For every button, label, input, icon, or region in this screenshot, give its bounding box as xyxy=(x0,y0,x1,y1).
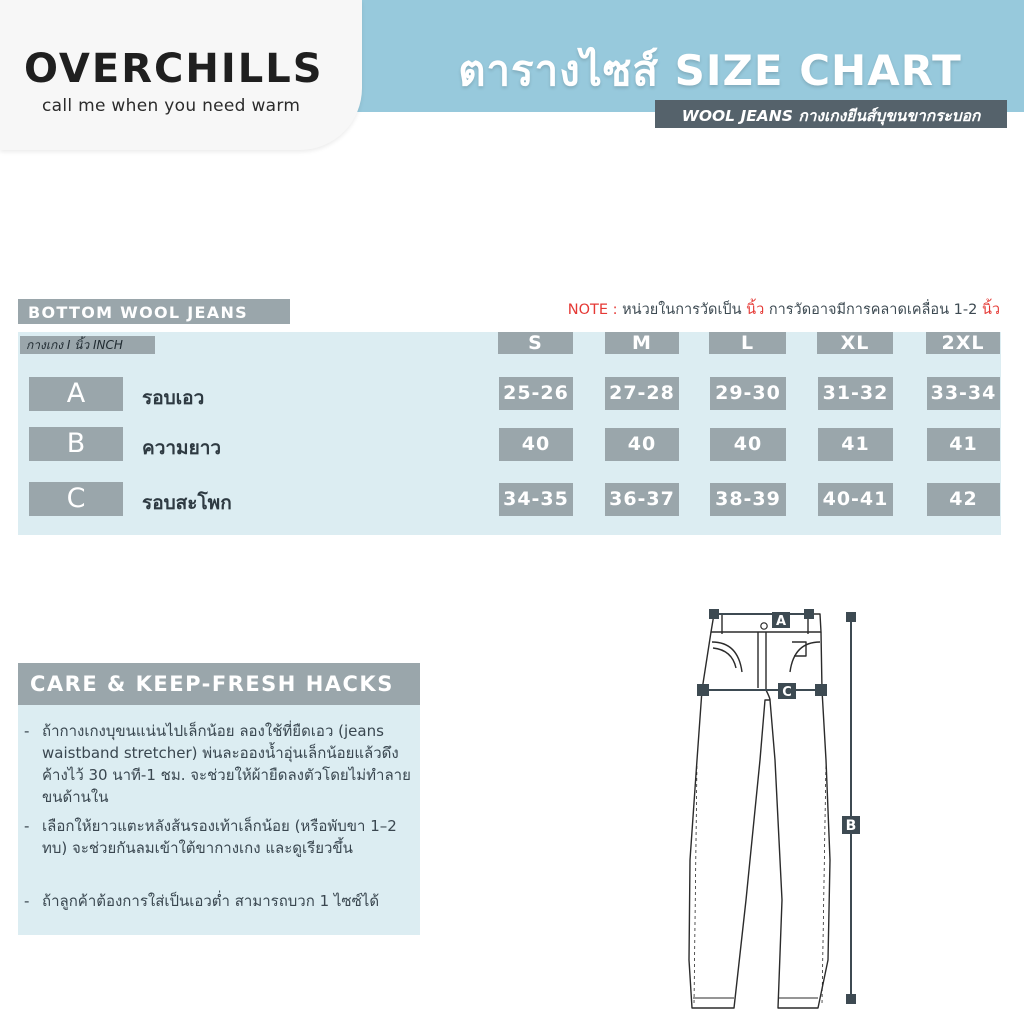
size-header-2xl: 2XL xyxy=(926,332,1000,354)
size-header-s: S xyxy=(498,332,573,354)
table-heading: BOTTOM WOOL JEANS xyxy=(28,303,248,322)
size-header-m: M xyxy=(605,332,679,354)
table-cell: 27-28 xyxy=(605,377,679,410)
care-item: - ถ้ากางเกงบุขนแน่นไปเล็กน้อย ลองใช้ที่ยืดเอว (jeans waistband stretcher) พ่นละอองน้ำอุ่นเล็กน้อยแล้วดึงค้างไว้ 30 นาที-1 ชม. จะช่วยให้ผ้ายืดลงตัวโดยไม่ทำลายขนด้านใน xyxy=(24,722,411,806)
row-name-waist: รอบเอว xyxy=(142,387,205,409)
table-cell: 40 xyxy=(499,428,573,461)
table-cell: 40 xyxy=(710,428,786,461)
table-cell: 36-37 xyxy=(605,483,679,516)
jeans-diagram xyxy=(640,600,880,1020)
unit-label: กางเกง I นิ้ว INCH xyxy=(20,336,155,354)
subtitle: WOOL JEANS กางเกงยีนส์บุขนขากระบอก xyxy=(681,107,981,125)
note-unit: นิ้ว xyxy=(746,302,765,318)
row-letter-b: B xyxy=(29,427,123,461)
table-cell: 38-39 xyxy=(710,483,786,516)
table-cell: 40-41 xyxy=(818,483,893,516)
table-cell: 33-34 xyxy=(927,377,1000,410)
care-item-text: เลือกให้ยาวแตะหลังส้นรองเท้าเล็กน้อย (หรือพับขา 1–2 ทบ) จะช่วยกันลมเข้าใต้ขากางเกง และดูเรียวขึ้น xyxy=(42,817,397,857)
care-item-text: ถ้ากางเกงบุขนแน่นไปเล็กน้อย ลองใช้ที่ยืดเอว (jeans waistband stretcher) พ่นละอองน้ำอุ่นเล็กน้อยแล้วดึงค้างไว้ 30 นาที-1 ชม. จะช่วยให้ผ้ายืดลงตัวโดยไม่ทำลายขนด้านใน xyxy=(42,722,411,806)
table-cell: 29-30 xyxy=(710,377,786,410)
measure-label-c: C xyxy=(782,685,792,700)
jeans-outline-icon xyxy=(689,614,830,1008)
table-cell: 42 xyxy=(927,483,1000,516)
brand-logo-text: OVERCHILLS xyxy=(24,46,324,92)
measure-label-b: B xyxy=(845,818,857,834)
table-cell: 31-32 xyxy=(818,377,893,410)
row-name-hip: รอบสะโพก xyxy=(142,492,232,514)
table-cell: 40 xyxy=(605,428,679,461)
row-letter-a: A xyxy=(29,377,123,411)
row-name-length: ความยาว xyxy=(142,437,222,459)
measure-label-a: A xyxy=(775,614,787,629)
size-header-xl: XL xyxy=(817,332,893,354)
note-text-2: การวัดอาจมีการคลาดเคลื่อน 1-2 xyxy=(768,302,978,318)
row-letter-c: C xyxy=(29,482,123,516)
table-cell: 41 xyxy=(818,428,893,461)
note-text-1: หน่วยในการวัดเป็น xyxy=(622,302,742,318)
care-item: - ถ้าลูกค้าต้องการใส่เป็นเอวต่ำ สามารถบวก 1 ไซซ์ได้ xyxy=(24,890,416,912)
table-cell: 25-26 xyxy=(499,377,573,410)
size-header-l: L xyxy=(709,332,786,354)
note-unit-2: นิ้ว xyxy=(981,302,1000,318)
page-title: ตารางไซส์ SIZE CHART xyxy=(458,46,962,95)
table-cell: 34-35 xyxy=(499,483,573,516)
brand-tagline: call me when you need warm xyxy=(42,96,301,116)
care-item-text: ถ้าลูกค้าต้องการใส่เป็นเอวต่ำ สามารถบวก 1 ไซซ์ได้ xyxy=(42,892,380,910)
care-item: - เลือกให้ยาวแตะหลังส้นรองเท้าเล็กน้อย (หรือพับขา 1–2 ทบ) จะช่วยกันลมเข้าใต้ขากางเกง และดูเรียวขึ้น xyxy=(24,815,416,859)
note-label: NOTE : xyxy=(567,302,618,318)
measurement-note xyxy=(500,298,1000,321)
table-cell: 41 xyxy=(927,428,1000,461)
care-title: CARE & KEEP-FRESH HACKS xyxy=(30,672,394,696)
